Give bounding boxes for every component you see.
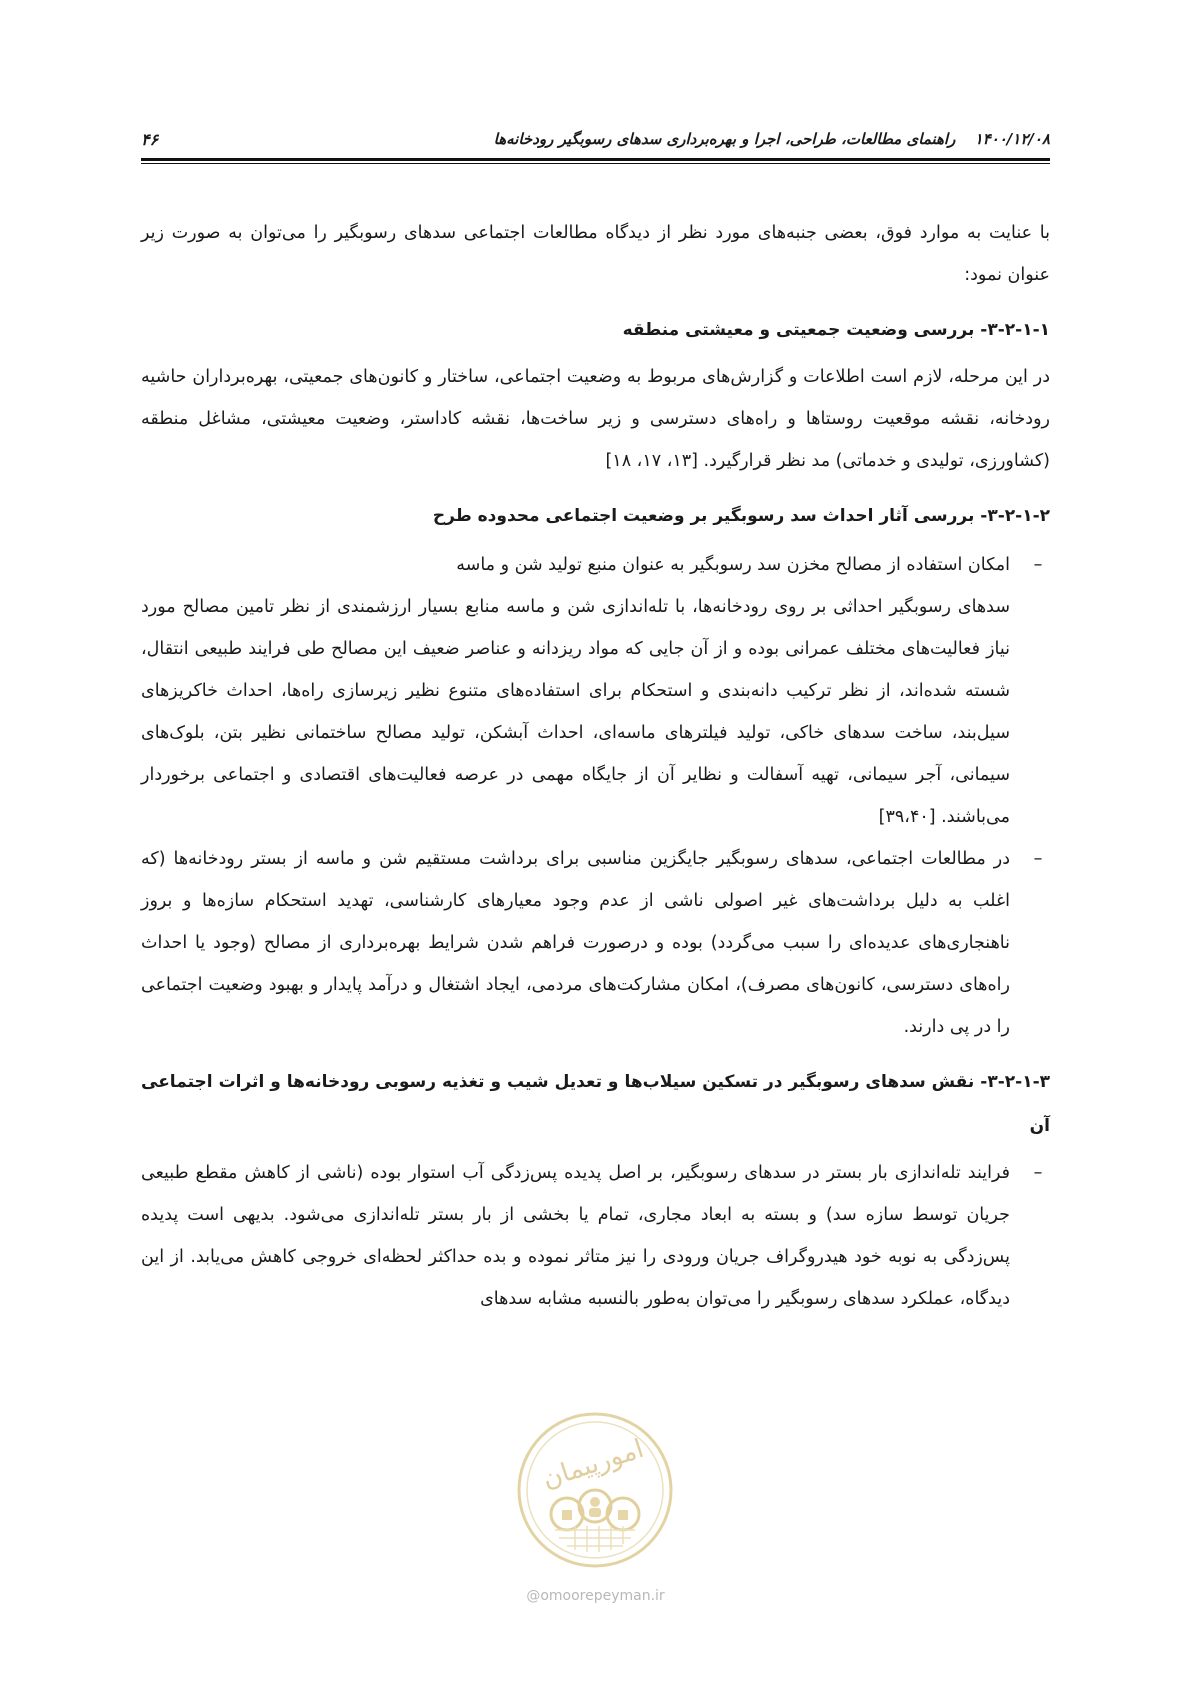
bullet-lead: امکان استفاده از مصالح مخزن سد رسوبگیر به عنوان منبع تولید شن و ماسه <box>456 555 1010 575</box>
svg-text:امورپیمان: امورپیمان <box>538 1433 648 1495</box>
bullet-dash: – <box>1033 555 1043 575</box>
intro-paragraph: با عنایت به موارد فوق، بعضی جنبه‌های مورد نظر از دیدگاه مطالعات اجتماعی سدهای رسوبگیر را می‌توان به صورت زیر عنوان نمود: <box>141 223 1050 285</box>
list-item <box>141 838 1050 1048</box>
section-heading-1: ۳-۲-۱-۱- بررسی وضعیت جمعیتی و معیشتی منطقه <box>622 320 1050 340</box>
list-item <box>141 1152 1050 1320</box>
page-header <box>141 96 1050 156</box>
header-title: راهنمای مطالعات، طراحی، اجرا و بهره‌برداری سدهای رسوبگیر رودخانه‌ها <box>493 130 956 148</box>
watermark-logo <box>515 1410 675 1570</box>
bullet-text: در مطالعات اجتماعی، سدهای رسوبگیر جایگزین مناسبی برای برداشت مستقیم شن و ماسه از بستر رودخانه‌ها (که اغلب به دلیل برداشت‌های غیر اصولی ناشی از عدم وجود معیارهای کارشناسی، تهدید استحکام سازه‌ها و بروز ناهنجاری‌های عدیده‌ای را سبب می‌گردد) بوده و درصورت فراهم شدن شرایط بهره‌برداری از مصالح (وجود یا احداث راه‌های دسترسی، کانون‌های مصرف)، امکان مشارکت‌های مردمی، ایجاد اشتغال و درآمد پایدار و بهبود وضعیت اجتماعی را در پی دارند. <box>141 849 1010 1037</box>
document-body <box>141 212 1050 1320</box>
list-item <box>141 544 1050 838</box>
header-rule-thick <box>141 158 1050 161</box>
watermark-seal-icon <box>515 1410 675 1570</box>
bullet-dash: – <box>1033 849 1043 869</box>
section-1-paragraph: در این مرحله، لازم است اطلاعات و گزارش‌های مربوط به وضعیت اجتماعی، ساختار و کانون‌های جمعیتی، بهره‌برداران حاشیه رودخانه، نقشه موقعیت روستاها و راه‌های دسترسی و زیر ساخت‌ها، نقشه کاداستر، وضعیت معیشتی، مشاغل منطقه (کشاورزی، تولیدی و خدماتی) مد نظر قرارگیرد. [۱۳، ۱۷، ۱۸] <box>141 367 1050 471</box>
header-date: ۱۴۰۰/۱۲/۰۸ <box>974 130 1050 148</box>
header-rule-thin <box>141 163 1050 164</box>
section-heading-2: ۳-۲-۱-۲- بررسی آثار احداث سد رسوبگیر بر وضعیت اجتماعی محدوده طرح <box>432 506 1050 526</box>
footer-website: @omoorepeyman.ir <box>526 1588 665 1604</box>
running-title <box>494 130 1050 148</box>
bullet-dash: – <box>1033 1163 1043 1183</box>
page-number: ۴۶ <box>141 130 159 149</box>
bullet-text: فرایند تله‌اندازی بار بستر در سدهای رسوبگیر، بر اصل پدیده پس‌زدگی آب استوار بوده (ناشی از کاهش مقطع طبیعی جریان توسط سازه سد) و بسته به ابعاد مجاری، تمام یا بخشی از بار بستر تله‌اندازی می‌شود. بدیهی است پدیده پس‌زدگی به نوبه خود هیدروگراف جریان ورودی را نیز متاثر نموده و بده حداکثر لحظه‌ای خروجی کاهش می‌یابد. از این دیدگاه، عملکرد سدهای رسوبگیر را می‌توان به‌طور بالنسبه مشابه سدهای <box>141 1163 1010 1309</box>
bullet-text: سدهای رسوبگیر احداثی بر روی رودخانه‌ها، با تله‌اندازی شن و ماسه منابع بسیار ارزشمندی از نظر تامین مصالح مورد نیاز فعالیت‌های مختلف عمرانی بوده و از آن جایی که مواد ریزدانه و عناصر ضعیف این مصالح طی فرایند طبیعی انتقال، شسته شده‌اند، از نظر ترکیب دانه‌بندی و استحکام برای استفاده‌های متنوع نظیر زیرسازی راه‌ها، احداث خاکریزهای سیل‌بند، ساخت سدهای خاکی، تولید فیلترهای ماسه‌ای، احداث آبشکن، تولید مصالح ساختمانی نظیر بتن، بلوک‌های سیمانی، آجر سیمانی، تهیه آسفالت و نظایر آن از جایگاه مهمی در عرصه فعالیت‌های اقتصادی و اجتماعی برخوردار می‌باشند. [۳۹،۴۰] <box>141 597 1010 827</box>
section-heading-3: ۳-۲-۱-۳- نقش سدهای رسوبگیر در تسکین سیلاب‌ها و تعدیل شیب و تغذیه رسوبی رودخانه‌ها و اثرات اجتماعی آن <box>141 1072 1050 1136</box>
